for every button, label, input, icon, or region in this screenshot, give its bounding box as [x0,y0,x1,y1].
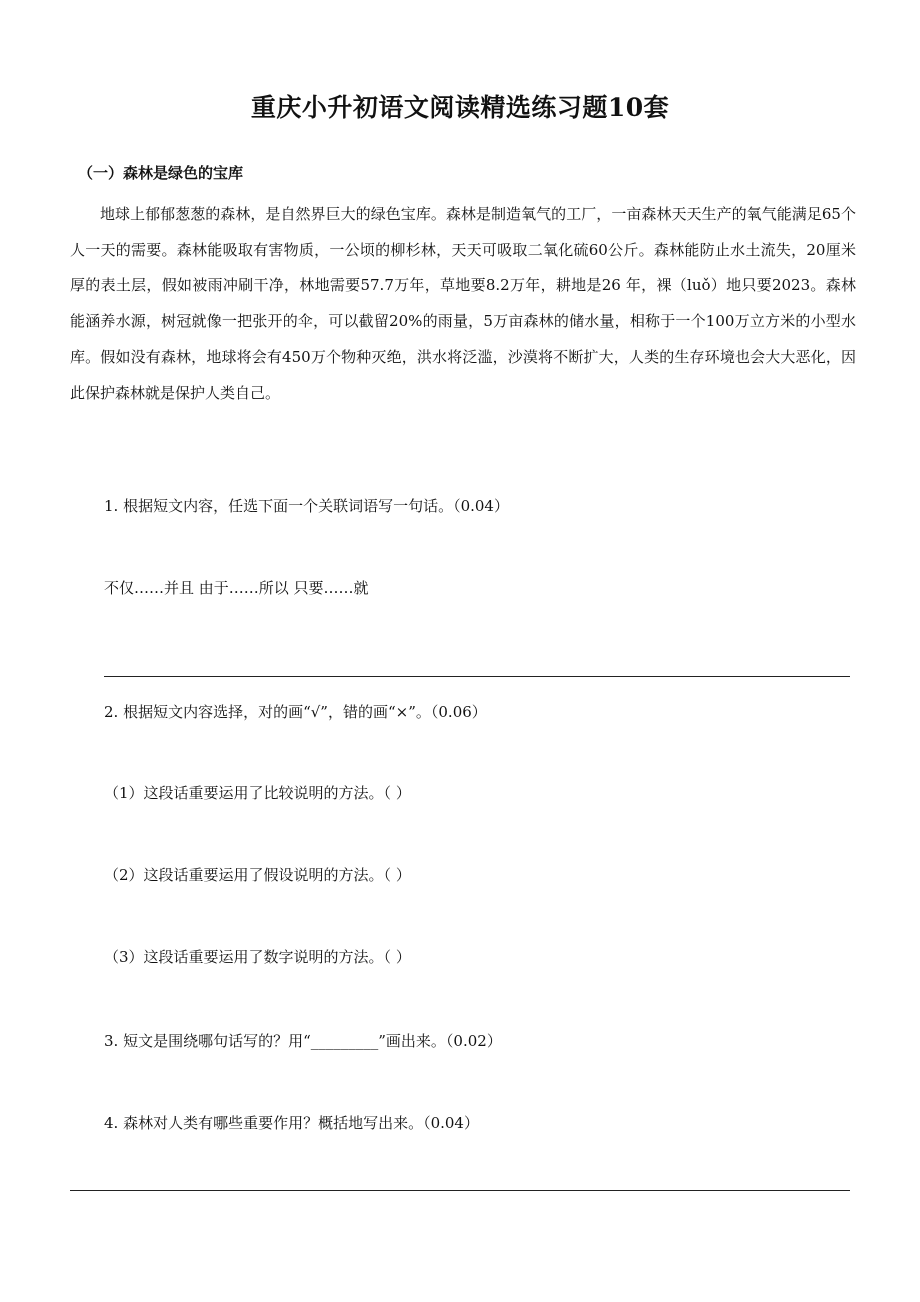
question-1: 1. 根据短文内容，任选下面一个关联词语写一句话。（0.04） [104,497,509,515]
page-title: 重庆小升初语文阅读精选练习题10套 [250,93,670,122]
question-4: 4. 森林对人类有哪些重要作用？概括地写出来。（0.04） [104,1114,479,1132]
section-heading: （一）森林是绿色的宝库 [78,164,244,182]
question-2-item-3: （3）这段话重要运用了数字说明的方法。（ ） [104,948,411,966]
question-2: 2. 根据短文内容选择，对的画“√”，错的画“×”。（0.06） [104,703,487,721]
question-1-options: 不仅……并且 由于……所以 只要……就 [104,579,369,597]
question-2-item-1: （1）这段话重要运用了比较说明的方法。（ ） [104,784,411,802]
answer-line-1 [104,676,850,677]
passage-text: 地球上郁郁葱葱的森林，是自然界巨大的绿色宝库。森林是制造氧气的工厂，一亩森林天天生产的氧气能满足65个人一天的需要。森林能吸取有害物质，一公顷的柳杉林，天天可吸取二氧化硫60公斤。森林能防止水土流失，20厘米厚的表土层，假如被雨冲刷干净，林地需要57.7万年，草地要8.2万年，耕地是26 年，裸（luǒ）地只要2023。森林能涵养水源，树冠就像一把张开的伞，可以截留20%的雨量，5万亩森林的储水量，相称于一个100万立方米的小型水库。假如没有森林，地球将会有450万个物种灭绝，洪水将泛滥，沙漠将不断扩大，人类的生存环境也会大大恶化，因此保护森林就是保护人类自己。 [70,205,856,402]
question-2-item-2: （2）这段话重要运用了假设说明的方法。（ ） [104,866,411,884]
question-3: 3. 短文是围绕哪句话写的？用“_________”画出来。（0.02） [104,1032,502,1050]
answer-line-4 [70,1190,850,1191]
